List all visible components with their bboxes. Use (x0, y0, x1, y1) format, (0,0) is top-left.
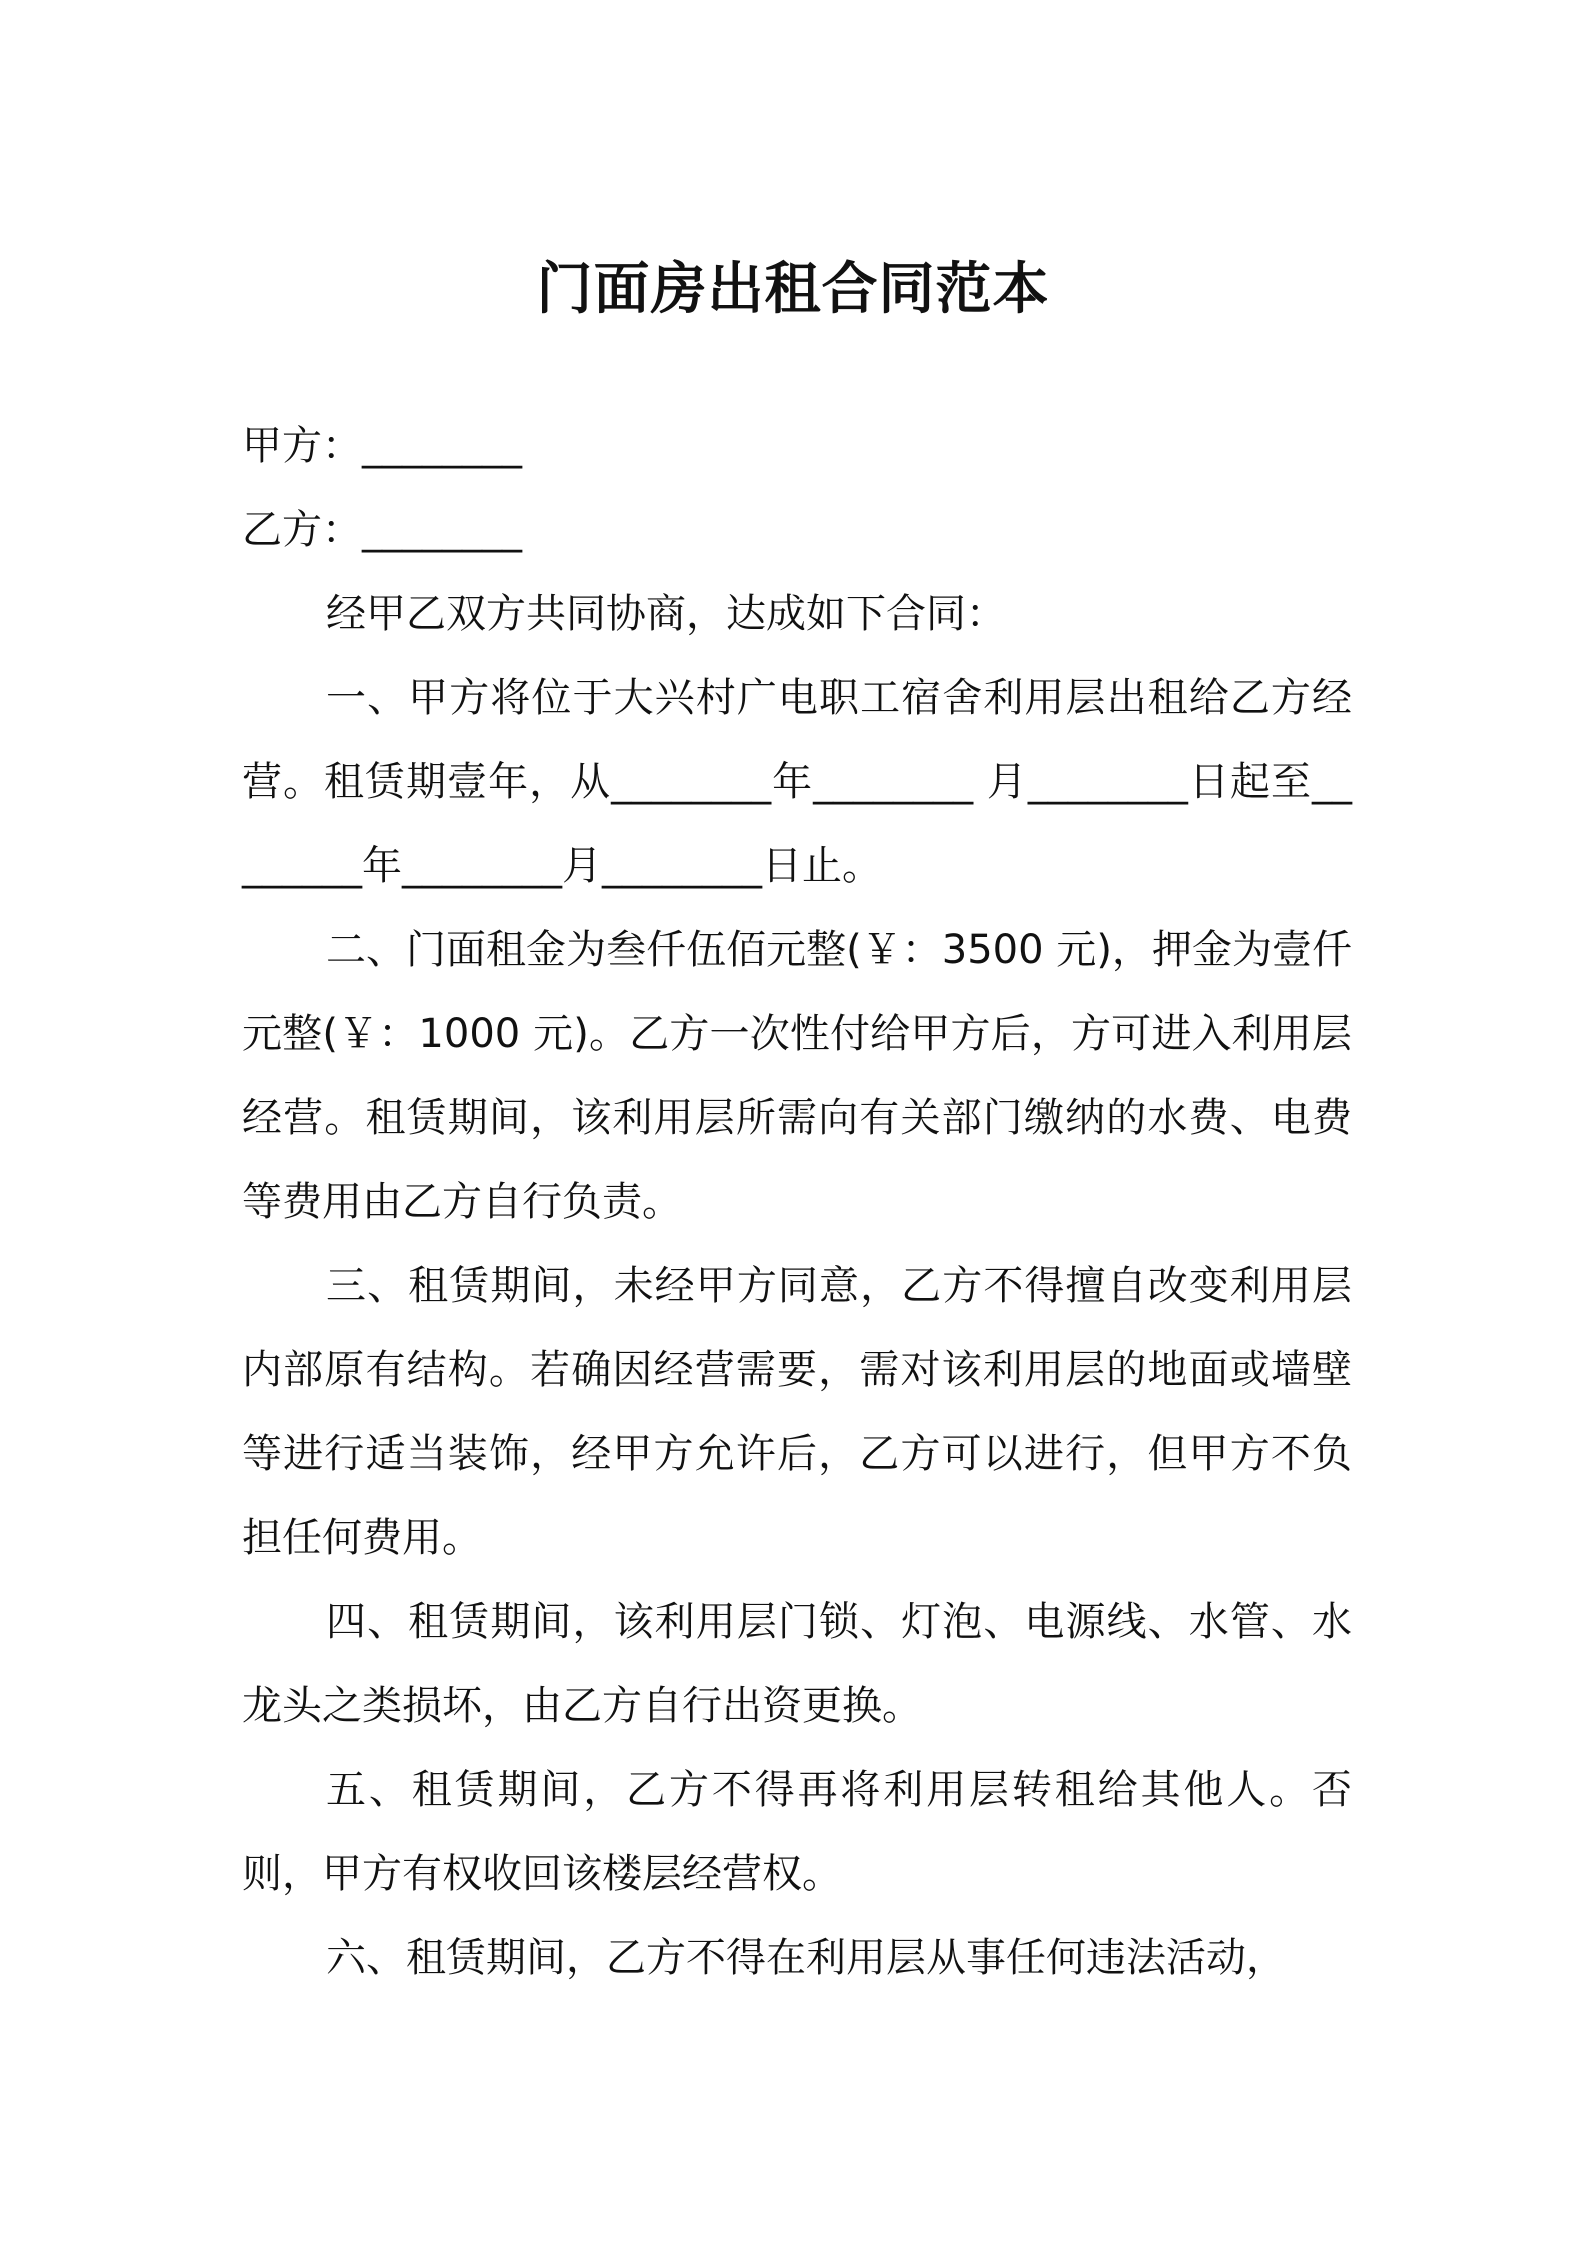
party-a-line: 甲方：________ (242, 423, 522, 469)
document-body (242, 404, 1352, 2000)
clause-5-paragraph: 五、租赁期间，乙方不得再将利用层转租给其他人。否则，甲方有权收回该楼层经营权。 (242, 1767, 1352, 1897)
clause-4-paragraph: 四、租赁期间，该利用层门锁、灯泡、电源线、水管、水龙头之类损坏，由乙方自行出资更换。 (242, 1599, 1352, 1729)
clause-2-paragraph: 二、门面租金为叁仟伍佰元整(￥：3500 元)，押金为壹仟元整(￥：1000 元)。乙方一次性付给甲方后，方可进入利用层经营。租赁期间，该利用层所需向有关部门缴纳的水费、电费等费用由乙方自行负责。 (242, 927, 1352, 1225)
clause-3-paragraph: 三、租赁期间，未经甲方同意，乙方不得擅自改变利用层内部原有结构。若确因经营需要，需对该利用层的地面或墙壁等进行适当装饰，经甲方允许后，乙方可以进行，但甲方不负担任何费用。 (242, 1263, 1352, 1561)
intro-paragraph: 经甲乙双方共同协商，达成如下合同： (326, 591, 1006, 637)
document-title: 门面房出租合同范本 (536, 257, 1050, 322)
clause-6-paragraph: 六、租赁期间，乙方不得在利用层从事任何违法活动， (326, 1935, 1286, 1981)
clause-1-paragraph: 一、甲方将位于大兴村广电职工宿舍利用层出租给乙方经营。租赁期壹年，从________年________ 月________日起至________年________月________日止。 (242, 675, 1352, 889)
party-b-line: 乙方：________ (242, 507, 522, 553)
